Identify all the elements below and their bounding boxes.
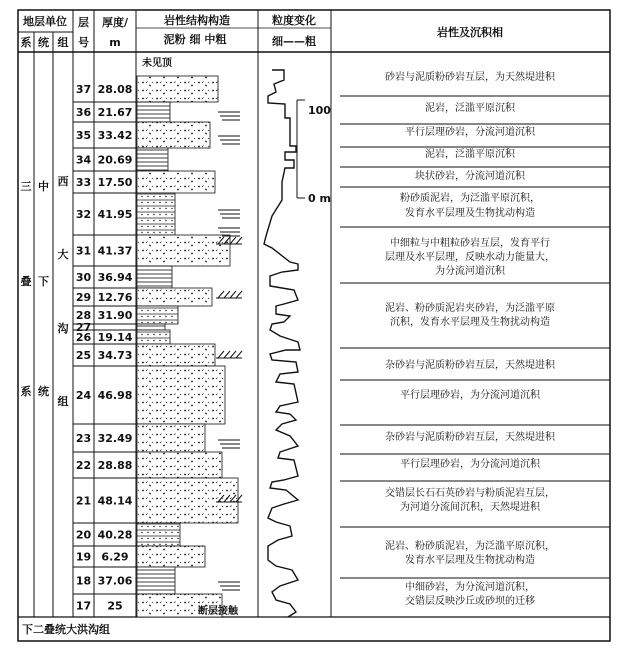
- lithology-bed-sand: [137, 478, 238, 523]
- layer-number: 26: [75, 331, 92, 344]
- lithology-bed-sand: [137, 546, 205, 567]
- layer-thickness: 6.29: [101, 550, 129, 564]
- layer-number: 34: [75, 153, 92, 167]
- header-layer-top: 层: [78, 16, 89, 29]
- header-grain-title: 粒度变化: [272, 14, 316, 27]
- description-line: 平行层理砂岩，为分流河道沉积: [400, 390, 540, 401]
- layer-number: 20: [75, 528, 92, 542]
- lithology-bed-mud: [137, 102, 170, 122]
- layer-thickness: 46.98: [97, 389, 133, 402]
- header-layer-bottom: 号: [78, 36, 89, 49]
- layer-thickness: 12.76: [97, 291, 133, 304]
- header-series: 统: [38, 36, 49, 49]
- description-line: 层理及水平层理，反映水动力能量大，: [385, 252, 555, 263]
- parallel-bedding-symbol: [218, 582, 240, 590]
- scale-label-0: 0 m: [308, 192, 331, 205]
- layer-thickness: 31.90: [97, 309, 133, 322]
- parallel-bedding-symbol: [218, 112, 240, 120]
- system-char-2: 叠: [20, 275, 32, 288]
- layer-number: 25: [75, 349, 92, 362]
- description-column: [340, 70, 610, 607]
- layer-thickness: 32.49: [97, 432, 133, 445]
- description-line: 发育水平层理及生物扰动构造: [405, 208, 535, 219]
- layer-number: 27: [75, 321, 92, 334]
- group-char-3: 沟: [57, 322, 69, 335]
- description-line: 中细砂岩，为分流河道沉积，: [405, 582, 535, 593]
- layer-rows: [73, 83, 136, 617]
- layer-number: 31: [75, 244, 92, 258]
- series-char-1: 中: [38, 180, 49, 193]
- lithology-bed-sand: [137, 76, 218, 102]
- header-strat-unit: 地层单位: [23, 15, 67, 28]
- lithology-bed-silt: [137, 306, 178, 324]
- description-line: 交错层反映沙丘或砂坝的迁移: [405, 596, 535, 607]
- lithology-bed-sand: [137, 235, 230, 266]
- parallel-bedding-symbol: [218, 440, 240, 448]
- description-line: 泥岩、粉砂质泥岩夹砂岩，为泛滥平原: [385, 303, 555, 314]
- lithology-bed-sand: [137, 288, 212, 306]
- layer-number: 19: [75, 550, 92, 564]
- header-group: 组: [57, 36, 69, 49]
- layer-number: 23: [75, 432, 92, 445]
- header-grain-scale: 细——粗: [272, 35, 316, 48]
- group-char-2: 大: [57, 248, 69, 261]
- header-system: 系: [20, 36, 32, 49]
- layer-number: 17: [75, 599, 92, 613]
- layer-thickness: 34.73: [97, 349, 133, 362]
- scale-label-100: 100: [308, 104, 331, 117]
- layer-number: 33: [75, 176, 92, 189]
- description-line: 交错层长石石英砂岩与粉质泥岩互层，: [385, 488, 555, 499]
- description-line: 泥岩，泛滥平原沉积: [425, 149, 515, 160]
- group-char-4: 组: [57, 395, 69, 408]
- not-seen-top-label: 未见顶: [142, 58, 172, 69]
- layer-number: 24: [75, 389, 92, 402]
- description-line: 为河道分流间沉积，天然堤进积: [400, 502, 540, 513]
- layer-number: 30: [75, 271, 92, 284]
- parallel-bedding-symbol: [218, 136, 240, 144]
- layer-thickness: 41.37: [97, 244, 133, 258]
- header-thickness-top: 厚度/: [101, 16, 129, 29]
- description-line: 平行层理砂岩，分流河道沉积: [405, 127, 535, 138]
- lithology-bed-mud: [137, 266, 172, 288]
- description-line: 中细粒与中粗粒砂岩互层，发育平行: [390, 238, 550, 249]
- layer-number: 36: [75, 106, 92, 119]
- lithology-bed-silt: [137, 523, 180, 546]
- lithology-bed-silt: [137, 330, 170, 344]
- header-thickness-bottom: m: [109, 36, 121, 49]
- lithology-bed-mud: [137, 567, 175, 594]
- description-line: 块状砂岩，分流河道沉积: [415, 171, 525, 182]
- layer-thickness: 25: [107, 599, 123, 613]
- group-char-1: 西: [57, 175, 69, 188]
- system-char-3: 系: [20, 385, 32, 398]
- header-description-title: 岩性及沉积相: [437, 26, 503, 39]
- layer-thickness: 28.88: [97, 459, 133, 472]
- grain-size-curve: [264, 70, 331, 617]
- lithology-bed-sand: [137, 452, 222, 478]
- layer-number: 32: [75, 208, 92, 221]
- lithology-bed-sand: [137, 122, 210, 148]
- lithology-bed-sand: [137, 424, 205, 452]
- layer-thickness: 33.42: [97, 129, 133, 142]
- lithology-bed-mud: [137, 324, 165, 330]
- fault-contact-label: 断层接触: [198, 606, 238, 617]
- lithology-bed-mud: [137, 148, 168, 171]
- layer-number: 35: [75, 129, 92, 142]
- description-line: 砂岩与泥质粉砂岩互层，为天然堤进积: [385, 72, 555, 83]
- layer-thickness: 28.08: [97, 83, 133, 96]
- layer-number: 21: [75, 494, 92, 508]
- description-line: 杂砂岩与泥质粉砂岩互层，天然堤进积: [385, 360, 555, 371]
- layer-number: 22: [75, 459, 92, 472]
- system-char-1: 三: [20, 180, 32, 193]
- lithology-bed-sand: [137, 171, 215, 193]
- lithology-bed-silt: [137, 193, 175, 235]
- strat-units: [21, 174, 69, 408]
- layer-thickness: 21.67: [97, 106, 133, 119]
- cross-bedding-symbol: [216, 291, 242, 298]
- table-header: [21, 13, 504, 49]
- layer-number: 18: [75, 574, 92, 588]
- layer-thickness: 20.69: [97, 153, 133, 167]
- description-line: 杂砂岩与泥质粉砂岩互层，天然堤进积: [385, 432, 555, 443]
- layer-thickness: 40.28: [97, 528, 133, 542]
- layer-thickness: 48.14: [97, 494, 133, 508]
- series-char-2: 下: [38, 275, 49, 288]
- description-line: 沉积，发育水平层理及生物扰动构造: [390, 317, 550, 328]
- parallel-bedding-symbol: [218, 210, 240, 218]
- description-line: 发育水平层理及生物扰动构造: [405, 555, 535, 566]
- layer-thickness: 17.50: [97, 176, 133, 189]
- lithology-bed-sand: [137, 344, 215, 366]
- description-line: 粉砂质泥岩，为泛滥平原沉积，: [400, 193, 540, 204]
- description-line: 为分流河道沉积: [435, 266, 505, 277]
- lithology-column: [137, 76, 238, 617]
- layer-number: 28: [75, 309, 92, 322]
- description-line: 平行层理砂岩，为分流河道沉积: [400, 459, 540, 470]
- cross-bedding-symbol: [216, 351, 242, 358]
- header-lithology-scale: 泥粉 细 中粗: [163, 33, 227, 46]
- footer-formation: 下二叠统大洪沟组: [22, 623, 110, 636]
- layer-thickness: 37.06: [97, 574, 133, 588]
- layer-thickness: 36.94: [97, 271, 133, 284]
- layer-number: 37: [75, 83, 92, 96]
- description-line: 泥岩、粉砂质泥岩，为泛滥平原沉积，: [385, 541, 555, 552]
- layer-number: 29: [75, 291, 92, 304]
- layer-thickness: 19.14: [97, 331, 133, 344]
- series-char-3: 统: [38, 385, 49, 398]
- layer-thickness: 41.95: [97, 208, 133, 221]
- lithology-bed-sand: [137, 366, 225, 424]
- description-line: 泥岩，泛滥平原沉积: [425, 103, 515, 114]
- header-lithology-title: 岩性结构构造: [164, 14, 230, 27]
- grain-size-line: [264, 70, 300, 617]
